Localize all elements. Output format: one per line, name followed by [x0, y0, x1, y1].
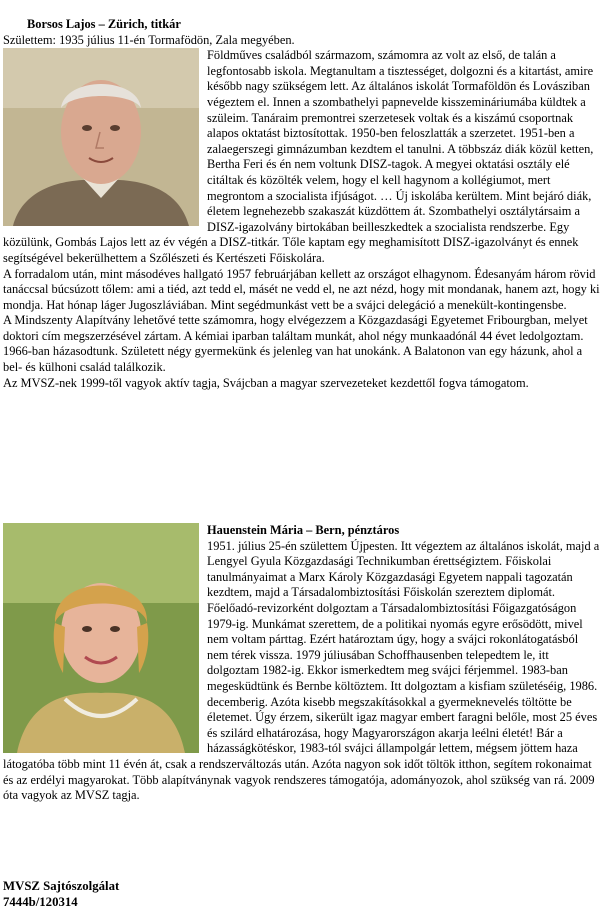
- portrait-photo-woman: [3, 523, 199, 753]
- footer-reference: 7444b/120314: [3, 895, 78, 909]
- profile-title: Borsos Lajos – Zürich, titkár: [27, 17, 181, 31]
- footer: [3, 878, 119, 910]
- bio-paragraph: 1951. július 25-én születtem Újpesten. Itt végeztem az általános iskolát, majd a Lengyel Gyula Közgazdasági Technikumban érettségiztem. Főiskolai tanulmányaimat a Marx Károly Közgazdasági Egyetem nappali tagozatán kezdtem, majd a Társadalombiztosítási Főiskolán szereztem diplomát. Főelőadó-revizorként dolgoztam a Társadalombiztosítási Főigazgatóságon 1979-ig. Munkámat szerettem, de a politikai nyomás egyre erősödött, mivel nem voltam párttag. Ezért határoztam úgy, hogy a svájci rokonlátogatásból nem térek vissza. 1979 júliusában Schoffhausenben telepedtem le, itt dolgoztam 1982-ig. Ekkor ismerkedtem meg svájci férjemmel. 1983-ban megesküdtünk és Bernbe költöztem. Itt dolgoztam a kisfiam születéséig, 1986. decemberig. Azóta kisebb megszakításokkal a gyermeknevelés töltötte be életemet. Úgy érzem, sikerült igaz magyar embert faragni belőle, most 25 éves és szilárd elhatározása, hogy Magyarországon akarja leélni életét! Bár a házasságkötéskor, 1983-tól svájci állampolgár lettem, mégsem jöttem haza látogatóba több mint 11 évén át, csak a rendszerváltozás után. Azóta nagyon sok időt töltök itthon, segítem rokonaimat és az erdélyi magyarokat. Több alapítványnak vagyok rendszeres támogatója, adományozok, ahol szükség van rá. 2009 óta vagyok az MVSZ tagja.: [3, 538, 600, 803]
- bio-paragraph: A forradalom után, mint másodéves hallgató 1957 februárjában kellett az országot elhagynom. Édesanyám három rövid tanáccsal búcsúzott tőlem: ami a tiéd, azt tedd el, másét ne vedd el, ne azt nézd, hogy mit mondanak, hanem azt, hogy ki mondja. Hat hónap láger Jugoszláviában. Mint segédmunkást vett be a svájci delegáció a menekült-kontingensbe.: [3, 266, 600, 312]
- portrait-man-illustration: [3, 48, 199, 226]
- bio-paragraph: Földműves családból származom, számomra az volt az első, de talán a legfontosabb iskola. Megtanultam a tisztességet, dolgozni és a kitartást, amire később nagy szükségem lett. Az általános iskolát Tormaföldön és Lovásziban végeztem el. Innen a szombathelyi papnevelde kisszemináriumába küldtek a szüleim. Tanáraim premontrei szerzetesek voltak és a kiszámú csoportnak alapos oktatást biztosítottak. 1950-ben feloszlatták a szerzetet. 1951-ben a zalaegerszegi gimnázumban kezdtem el tanulni. A többszáz diák közül ketten, Bertha Feri és én nem voltunk DISZ-tagok. A megyei oktatási osztály elé citáltak és közölték velem, hogy el kell hagynom a kollégiumot, mert megrontom a szocialista ifjúságot. … Új iskolába kerültem. Mint bejáró diák, életem legnehezebb szakaszát küzdöttem át. Szombathelyi osztálytársaim a DISZ-igazolvány birtokában beilleszkedtek a szocialista rendszerbe. Egy közülünk, Gombás Lajos lett az év végén a DISZ-titkár. Tőle kaptam egy meghamisított DISZ-igazolványt és ennek segítségével bekerülhettem a Szőlészeti és Kertészeti Főiskolára.: [3, 48, 594, 265]
- birth-line: Születtem: 1935 július 11-én Tormafödön, Zala megyében.: [3, 32, 295, 47]
- profile-hauenstein-maria: [3, 523, 601, 804]
- bio-paragraph: Az MVSZ-nek 1999-től vagyok aktív tagja, Svájcban a magyar szervezeteket kezdettől fogva támogatom.: [3, 375, 529, 390]
- profile-borsos-lajos: [3, 17, 601, 391]
- portrait-photo-man: [3, 48, 199, 226]
- portrait-woman-illustration: [3, 523, 199, 753]
- footer-source: MVSZ Sajtószolgálat: [3, 879, 120, 893]
- bio-paragraph: A Mindszenty Alapítvány lehetővé tette számomra, hogy elvégezzem a Közgazdasági Egyetemet Fribourgban, melyet doktori cím megszerzésével zártam. A kémiai iparban találtam munkát, ahol négy munkaadónál 44 évet ledolgoztam. 1966-ban házasodtunk. Született négy gyermekünk és jelenleg van hat unokánk. A Balatonon van egy házunk, ahol a bel- és külhoni család találkozik.: [3, 313, 588, 375]
- profile-title: Hauenstein Mária – Bern, pénztáros: [207, 523, 400, 537]
